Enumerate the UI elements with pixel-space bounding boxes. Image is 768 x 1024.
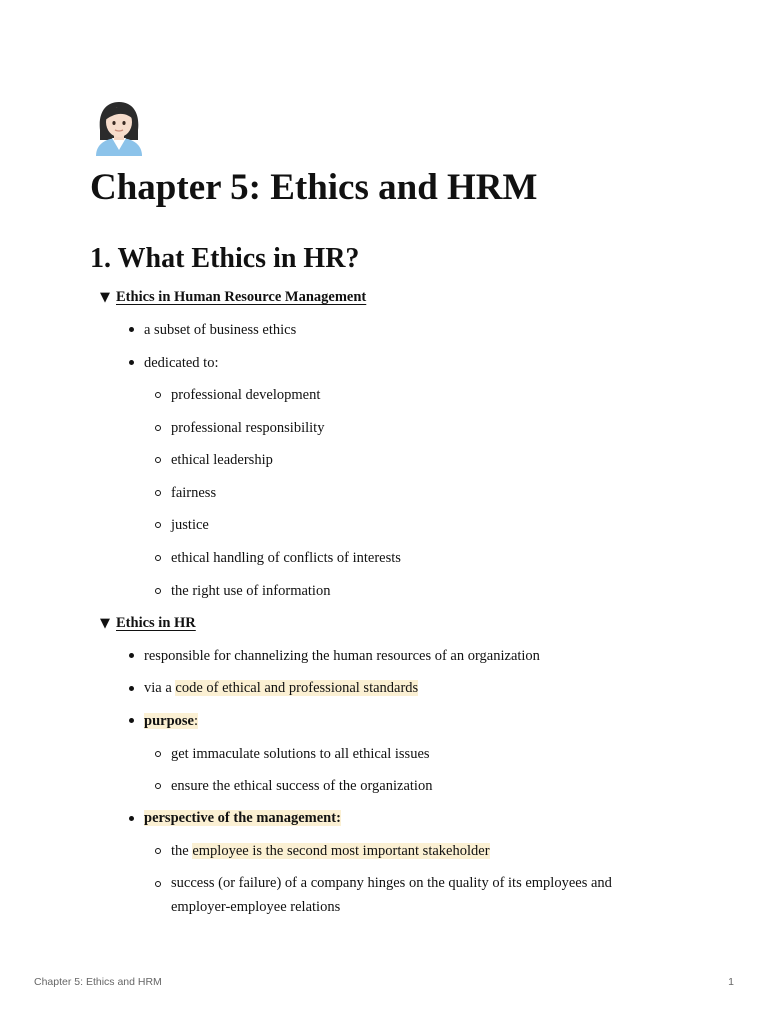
list-item: ensure the ethical success of the organization [171, 778, 433, 794]
toggle-ethics-in-hr[interactable] [100, 613, 196, 634]
highlighted-text: purpose: [144, 713, 198, 729]
woman-office-worker-icon [92, 100, 146, 156]
circle-bullet-icon [155, 392, 161, 398]
list-item: a subset of business ethics [144, 322, 297, 338]
list-item: fairness [171, 485, 217, 501]
bullet-icon [129, 360, 134, 365]
list-item: professional development [171, 387, 321, 403]
highlighted-text: employee is the second most important stakeholder [192, 843, 490, 859]
toggle-title: Ethics in HR [116, 615, 196, 631]
circle-bullet-icon [155, 555, 161, 561]
list-item: responsible for channelizing the human resources of an organization [144, 648, 540, 664]
page-number: 1 [728, 976, 734, 988]
toggle-title: Ethics in Human Resource Management [116, 289, 367, 305]
bullet-icon [129, 816, 134, 821]
toggle-triangle-icon[interactable]: ▼ [100, 290, 110, 305]
toggle-triangle-icon[interactable]: ▼ [100, 616, 110, 631]
page-title: Chapter 5: Ethics and HRM [90, 167, 538, 208]
circle-bullet-icon [155, 457, 161, 463]
circle-bullet-icon [155, 783, 161, 789]
footer-title: Chapter 5: Ethics and HRM [34, 976, 162, 988]
circle-bullet-icon [155, 751, 161, 757]
list-item: professional responsibility [171, 420, 325, 436]
circle-bullet-icon [155, 522, 161, 528]
list-item: dedicated to: [144, 355, 219, 371]
circle-bullet-icon [155, 848, 161, 854]
toggle-ethics-in-hrm[interactable] [100, 287, 366, 308]
list-item: ethical handling of conflicts of interests [171, 550, 401, 566]
list-item: via a code of ethical and professional standards [144, 680, 419, 696]
list-item: the employee is the second most important stakeholder [171, 843, 490, 859]
section-heading: 1. What Ethics in HR? [90, 243, 360, 274]
bullet-icon [129, 686, 134, 691]
circle-bullet-icon [155, 881, 161, 887]
circle-bullet-icon [155, 588, 161, 594]
bullet-icon [129, 653, 134, 658]
list-item [144, 808, 341, 828]
circle-bullet-icon [155, 490, 161, 496]
bullet-icon [129, 327, 134, 332]
highlighted-text: perspective of the management: [144, 810, 341, 826]
bullet-icon [129, 718, 134, 723]
list-item: success (or failure) of a company hinges on the quality of its employees and employer-employee relations [171, 875, 612, 915]
highlighted-text: code of ethical and professional standards [175, 680, 419, 696]
list-item: justice [171, 517, 209, 533]
list-item: get immaculate solutions to all ethical issues [171, 746, 430, 762]
list-item: ethical leadership [171, 452, 273, 468]
list-item: the right use of information [171, 583, 331, 599]
circle-bullet-icon [155, 425, 161, 431]
list-item [144, 711, 198, 731]
